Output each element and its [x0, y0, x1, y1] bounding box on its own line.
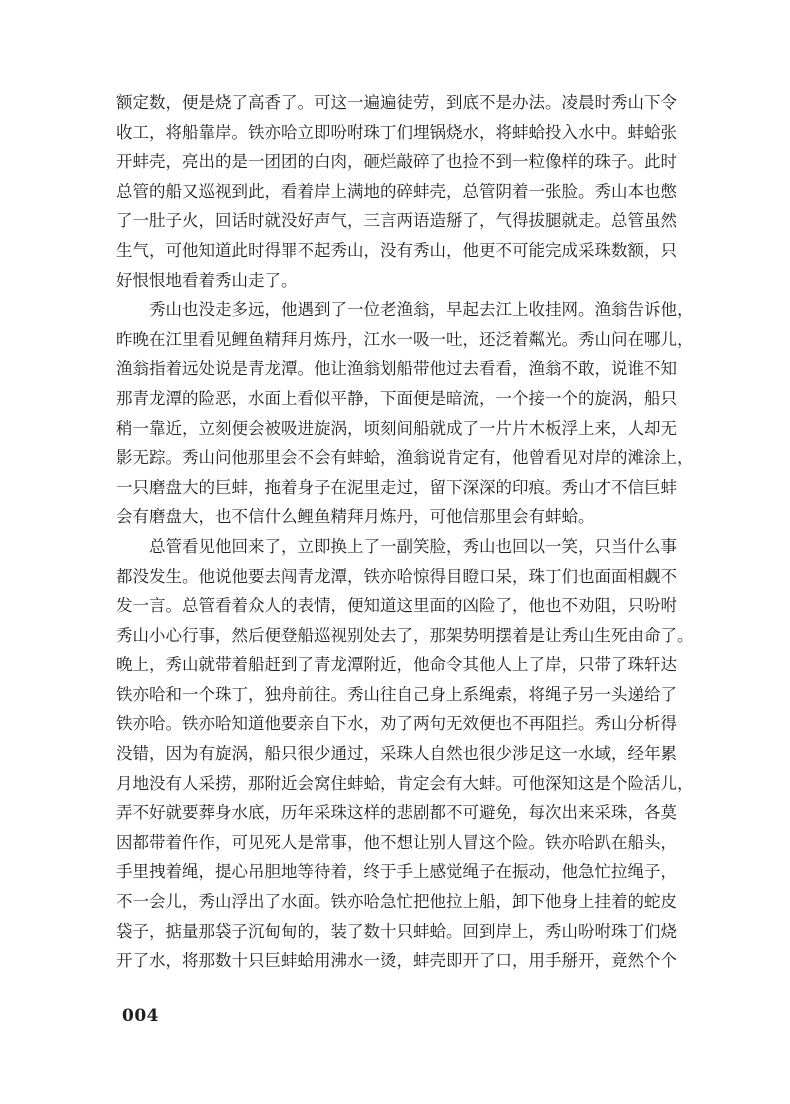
- text-line: 稍一靠近，立刻便会被吸进旋涡，顷刻间船就成了一片片木板浮上来，人却无: [116, 418, 677, 438]
- text-line: 一只磨盘大的巨蚌，拖着身子在泥里走过，留下深深的印痕。秀山才不信巨蚌: [116, 477, 677, 497]
- text-line: 袋子，掂量那袋子沉甸甸的，装了数十只蚌蛤。回到岸上，秀山吩咐珠丁们烧: [116, 921, 677, 941]
- text-line: 不一会儿，秀山浮出了水面。铁亦哈急忙把他拉上船，卸下他身上挂着的蛇皮: [116, 892, 677, 912]
- text-line: 铁亦哈和一个珠丁，独舟前往。秀山往自己身上系绳索，将绳子另一头递给了: [116, 684, 677, 704]
- text-line: 渔翁指着远处说是青龙潭。他让渔翁划船带他过去看看，渔翁不敢，说谁不知: [116, 359, 677, 379]
- text-line: 开了水，将那数十只巨蚌蛤用沸水一烫，蚌壳即开了口，用手掰开，竟然个个: [116, 951, 677, 971]
- text-line: 额定数，便是烧了高香了。可这一遍遍徒劳，到底不是办法。凌晨时秀山下令: [116, 93, 677, 112]
- text-line: 总管看见他回来了，立即换上了一副笑脸，秀山也回以一笑，只当什么事: [116, 536, 677, 556]
- text-line: 开蚌壳，亮出的是一团团的白肉，砸烂敲碎了也捡不到一粒像样的珠子。此时: [116, 152, 677, 172]
- text-line: 因都带着仵作，可见死人是常事，他不想让别人冒这个险。铁亦哈趴在船头，: [116, 832, 677, 852]
- text-line: 了一肚子火，回话时就没好声气，三言两语造掰了，气得拔腿就走。总管虽然: [116, 211, 677, 231]
- text-line: 生气，可他知道此时得罪不起秀山，没有秀山，他更不可能完成采珠数额，只: [116, 240, 677, 260]
- text-line: 收工，将船靠岸。铁亦哈立即吩咐珠丁们埋锅烧水，将蚌蛤投入水中。蚌蛤张: [116, 122, 677, 142]
- body-text: [116, 88, 694, 976]
- text-line: 晚上，秀山就带着船赶到了青龙潭附近，他命令其他人上了岸，只带了珠轩达: [116, 655, 677, 675]
- text-line: 昨晚在江里看见鲤鱼精拜月炼丹，江水一吸一吐，还泛着粼光。秀山问在哪儿，: [116, 329, 694, 349]
- page-number: 004: [122, 1006, 159, 1026]
- text-line: 铁亦哈。铁亦哈知道他要亲自下水，劝了两句无效便也不再阻拦。秀山分析得: [116, 714, 677, 734]
- text-line: 好恨恨地看着秀山走了。: [116, 270, 298, 290]
- text-line: 月地没有人采捞，那附近会窝住蚌蛤，肯定会有大蚌。可他深知这是个险活儿，: [116, 773, 694, 793]
- text-line: 影无踪。秀山问他那里会不会有蚌蛤，渔翁说肯定有，他曾看见对岸的滩涂上，: [116, 448, 694, 468]
- text-line: 会有磨盘大，也不信什么鲤鱼精拜月炼丹，可他信那里会有蚌蛤。: [116, 507, 595, 527]
- text-line: 秀山小心行事，然后便登船巡视别处去了，那架势明摆着是让秀山生死由命了。: [116, 625, 694, 645]
- text-line: 都没发生。他说他要去闯青龙潭，铁亦哈惊得目瞪口呆，珠丁们也面面相觑不: [116, 566, 677, 586]
- text-line: 弄不好就要葬身水底，历年采珠这样的悲剧都不可避免，每次出来采珠，各莫: [116, 803, 677, 823]
- text-line: 手里拽着绳，提心吊胆地等待着，终于手上感觉绳子在振动，他急忙拉绳子，: [116, 862, 677, 882]
- text-line: 总管的船又巡视到此，看着岸上满地的碎蚌壳，总管阴着一张脸。秀山本也憋: [116, 181, 677, 201]
- text-line: 发一言。总管看着众人的表情，便知道这里面的凶险了，他也不劝阻，只吩咐: [116, 596, 677, 616]
- text-line: 没错，因为有旋涡，船只很少通过，采珠人自然也很少涉足这一水域，经年累: [116, 744, 677, 764]
- text-line: 秀山也没走多远，他遇到了一位老渔翁，早起去江上收挂网。渔翁告诉他，: [116, 300, 694, 320]
- text-line: 那青龙潭的险恶，水面上看似平静，下面便是暗流，一个接一个的旋涡，船只: [116, 388, 677, 408]
